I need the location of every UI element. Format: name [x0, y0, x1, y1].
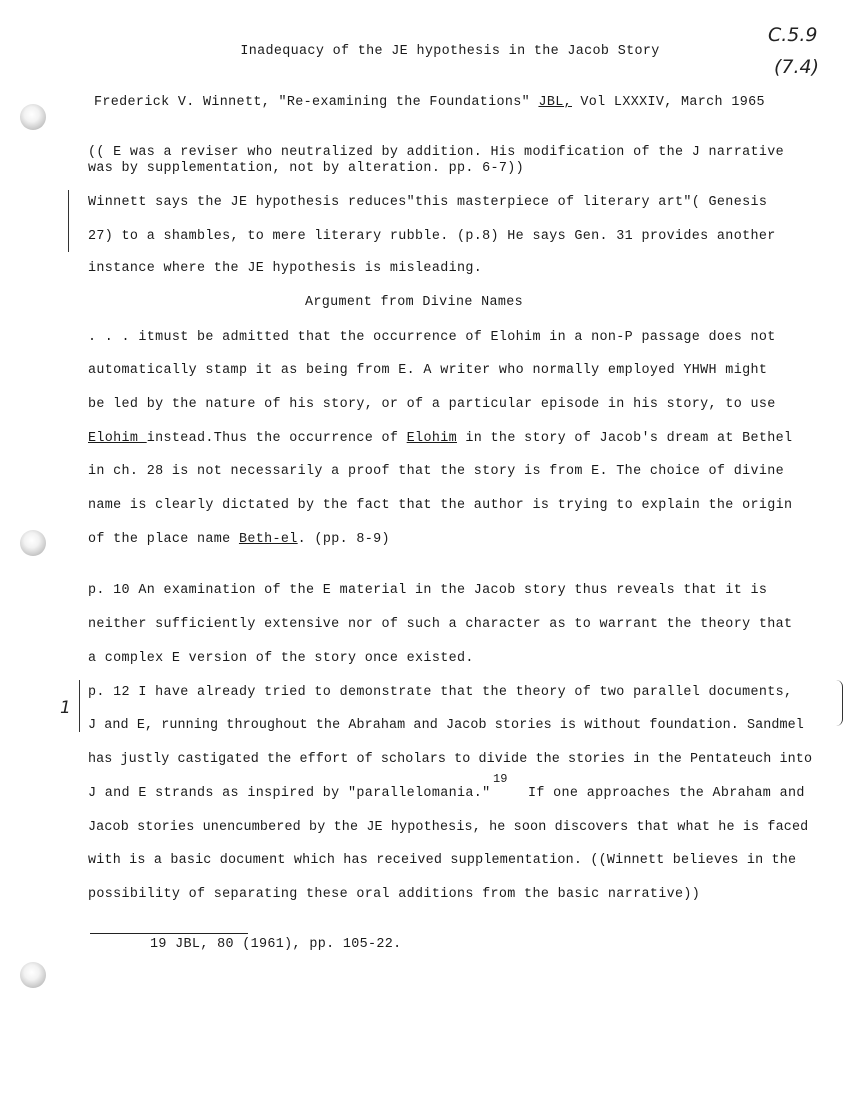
paragraph-line: be led by the nature of his story, or of a particular episode in his story, to use — [88, 397, 776, 412]
paragraph-line: has justly castigated the effort of scholars to divide the stories in the Pentateuch into — [88, 752, 813, 767]
paragraph-line: p. 12 I have already tried to demonstrate that the theory of two parallel documents, — [88, 685, 793, 700]
paragraph-line: name is clearly dictated by the fact that the author is trying to explain the origin — [88, 498, 793, 513]
paragraph-line: Winnett says the JE hypothesis reduces"this masterpiece of literary art"( Genesis — [88, 195, 768, 210]
footnote-reference: 19 — [493, 772, 508, 786]
punch-hole-bottom — [20, 962, 46, 988]
paragraph-line: in ch. 28 is not necessarily a proof that the story is from E. The choice of divine — [88, 464, 785, 479]
citation-journal: JBL, — [538, 95, 572, 110]
paragraph-line: of the place name Beth-el. (pp. 8-9) — [88, 532, 390, 547]
page-title: Inadequacy of the JE hypothesis in the Jacob Story — [240, 44, 660, 59]
paragraph-line: Elohim instead.Thus the occurrence of Elohim in the story of Jacob's dream at Bethel — [88, 431, 793, 446]
underlined-term: Elohim — [406, 431, 457, 446]
punch-hole-middle — [20, 530, 46, 556]
citation-prefix: Frederick V. Winnett, "Re-examining the Foundations" — [94, 95, 539, 110]
paragraph-line: If one approaches the Abraham and — [528, 786, 805, 801]
note-line: (( E was a reviser who neutralized by addition. His modification of the J narrative — [88, 145, 785, 160]
section-heading: Argument from Divine Names — [305, 295, 524, 310]
paragraph-line: automatically stamp it as being from E. A writer who normally employed YHWH might — [88, 363, 768, 378]
paragraph-line: possibility of separating these oral additions from the basic narrative)) — [88, 887, 701, 902]
paragraph-line: with is a basic document which has received supplementation. ((Winnett believes in the — [88, 853, 797, 868]
paragraph-line: Jacob stories unencumbered by the JE hypothesis, he soon discovers that what he is faced — [88, 820, 809, 835]
paragraph-line: neither sufficiently extensive nor of such a character as to warrant the theory that — [88, 617, 793, 632]
margin-bracket-para1 — [68, 190, 69, 252]
citation-suffix: Vol LXXXIV, March 1965 — [572, 95, 765, 110]
footnote: 19 JBL, 80 (1961), pp. 105-22. — [150, 937, 402, 952]
punch-hole-top — [20, 104, 46, 130]
underlined-term: Beth-el — [238, 532, 298, 547]
handwritten-margin-number: 1 — [60, 698, 71, 718]
underlined-term: Elohim — [88, 431, 147, 446]
handwritten-note-top-right: C.5.9 — [768, 24, 818, 46]
paragraph-line: a complex E version of the story once existed. — [88, 651, 474, 666]
paragraph-line: instance where the JE hypothesis is misleading. — [88, 261, 483, 276]
citation — [94, 95, 765, 111]
paragraph-line: J and E strands as inspired by "parallelomania." — [88, 786, 491, 801]
footnote-divider — [90, 933, 248, 934]
paragraph-line: 27) to a shambles, to mere literary rubble. (p.8) He says Gen. 31 provides another — [88, 229, 776, 244]
note-line: was by supplementation, not by alteration. pp. 6-7)) — [88, 161, 525, 176]
handwritten-note-top-right-sub: (7.4) — [774, 56, 820, 78]
margin-bracket-right — [836, 680, 843, 726]
paragraph-line: J and E, running throughout the Abraham and Jacob stories is without foundation. Sandmel — [88, 718, 804, 733]
margin-bracket-para4 — [79, 680, 80, 732]
paragraph-line: p. 10 An examination of the E material in the Jacob story thus reveals that it is — [88, 583, 768, 598]
paragraph-line: . . . itmust be admitted that the occurrence of Elohim in a non-P passage does not — [88, 330, 776, 345]
